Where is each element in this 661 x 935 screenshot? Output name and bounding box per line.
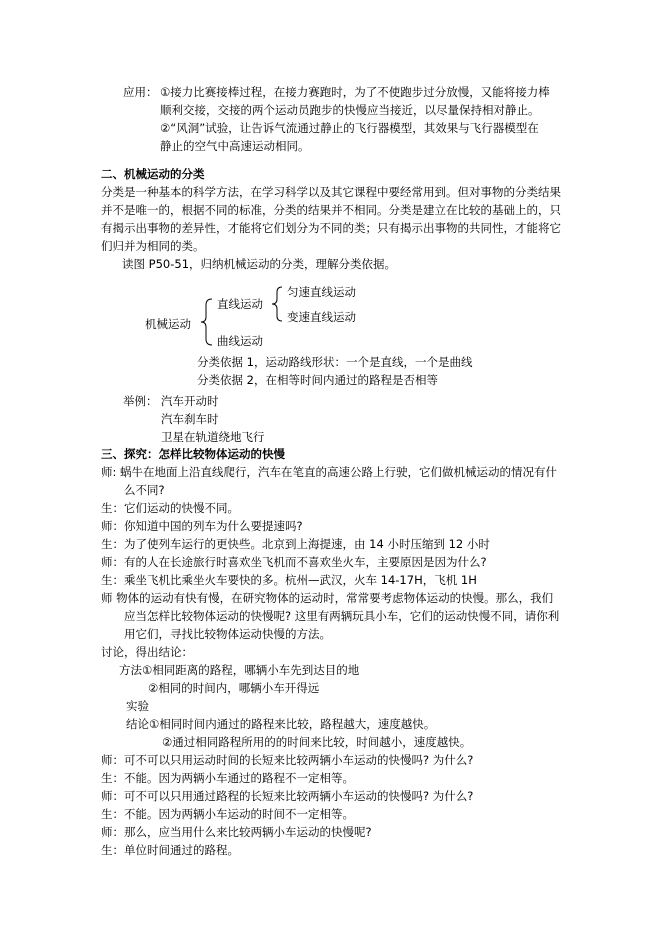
dialogue-line: 应当怎样比较物体运动的快慢呢? 这里有两辆玩具小车，它们的运动快慢不同，请你利 — [124, 609, 560, 623]
dialogue-line: 师：可不可以只用运动时间的长短来比较两辆小车运动的快慢吗? 为什么? — [101, 753, 474, 767]
section2-paragraph-line2: 并不是唯一的，根据不同的标准，分类的结果并不相同。分类是建立在比较的基础上的，只 — [101, 203, 561, 217]
dialogue-line: 生：不能。因为两辆小车运动的时间不一定相等。 — [101, 807, 354, 821]
application-label: 应用： — [123, 85, 158, 99]
dialogue-line: 师 物体的运动有快有慢，在研究物体的运动时，常常要考虑物体运动的快慢。那么，我们 — [101, 591, 554, 605]
example-item-2: 汽车刹车时 — [161, 412, 219, 426]
section3-heading: 三、探究：怎样比较物体运动的快慢 — [101, 447, 285, 461]
dialogue-line: 师：可不可以只用通过路程的长短来比较两辆小车运动的快慢吗? 为什么? — [101, 789, 474, 803]
conclusion-1: 结论①相同时间内通过的路程来比较，路程越大，速度越快。 — [126, 717, 436, 731]
example-label: 举例： — [123, 394, 158, 408]
example-item-3: 卫星在轨道绕地飞行 — [161, 430, 265, 444]
tree-branch-linear: 直线运动 — [217, 297, 263, 311]
dialogue-line: 用它们，寻找比较物体运动快慢的方法。 — [124, 627, 331, 641]
section2-paragraph-line1: 分类是一种基本的科学方法，在学习科学以及其它课程中要经常用到。但对事物的分类结果 — [101, 185, 561, 199]
brace-linear-icon — [270, 285, 284, 323]
tree-root-label: 机械运动 — [145, 317, 191, 331]
method-1: 方法①相同距离的路程，哪辆小车先到达目的地 — [119, 663, 360, 677]
dialogue-line: 师：你知道中国的列车为什么要提速吗? — [101, 519, 303, 533]
experiment-label: 实验 — [126, 699, 149, 713]
classification-basis-2: 分类依据 2，在相等时间内通过的路程是否相等 — [197, 373, 438, 387]
dialogue-line: 师: 蜗牛在地面上沿直线爬行，汽车在笔直的高速公路上行驶，它们做机械运动的情况有什 — [101, 465, 558, 479]
dialogue-line: 师：那么，应当用什么来比较两辆小车运动的快慢呢? — [101, 825, 372, 839]
application-item1-line1: ①接力比赛接棒过程，在接力赛跑时，为了不使跑步过分放慢，又能将接力棒 — [160, 85, 550, 99]
tree-leaf-variable-linear: 变速直线运动 — [287, 310, 356, 324]
section2-paragraph-line4: 们归并为相同的类。 — [101, 239, 205, 253]
dialogue-line: 生：单位时间通过的路程。 — [101, 843, 239, 857]
dialogue-line: 生：它们运动的快慢不同。 — [101, 501, 239, 515]
section2-heading: 二、机械运动的分类 — [101, 167, 205, 181]
dialogue-line: 师：有的人在长途旅行时喜欢坐飞机而不喜欢坐火车，主要原因是因为什么? — [101, 555, 487, 569]
dialogue-line: 生：乘坐飞机比乘坐火车要快的多。杭州—武汉，火车 14-17H，飞机 1H — [101, 573, 477, 587]
example-item-1: 汽车开动时 — [161, 394, 219, 408]
section2-paragraph-line3: 有揭示出事物的差异性，才能将它们划分为不同的类；只有揭示出事物的共同性，才能将它 — [101, 221, 561, 235]
tree-leaf-uniform-linear: 匀速直线运动 — [287, 285, 356, 299]
tree-branch-curvilinear: 曲线运动 — [217, 334, 263, 348]
dialogue-line: 生：为了使列车运行的更快些。北京到上海提速，由 14 小时压缩到 12 小时 — [101, 537, 490, 551]
method-2: ②相同的时间内，哪辆小车开得远 — [148, 681, 320, 695]
conclusion-2: ②通过相同路程所用的的时间来比较，时间越小，速度越快。 — [162, 735, 472, 749]
dialogue-line: 生：不能。因为两辆小车通过的路程不一定相等。 — [101, 771, 354, 785]
discussion-label: 讨论，得出结论： — [101, 645, 193, 659]
dialogue-line: 么不同? — [124, 483, 165, 497]
section2-read-instruction: 读图 P50-51，归纳机械运动的分类，理解分类依据。 — [122, 257, 397, 271]
application-item2-line2: 静止的空气中高速运动相同。 — [160, 139, 310, 153]
classification-basis-1: 分类依据 1，运动路线形状：一个是直线，一个是曲线 — [197, 355, 473, 369]
application-item1-line2: 顺利交接，交接的两个运动员跑步的快慢应当接近，以尽量保持相对静止。 — [160, 103, 540, 117]
brace-root-icon — [198, 297, 214, 347]
application-item2-line1: ②“风洞”试验，让告诉气流通过静止的飞行器模型，其效果与飞行器模型在 — [160, 121, 539, 135]
